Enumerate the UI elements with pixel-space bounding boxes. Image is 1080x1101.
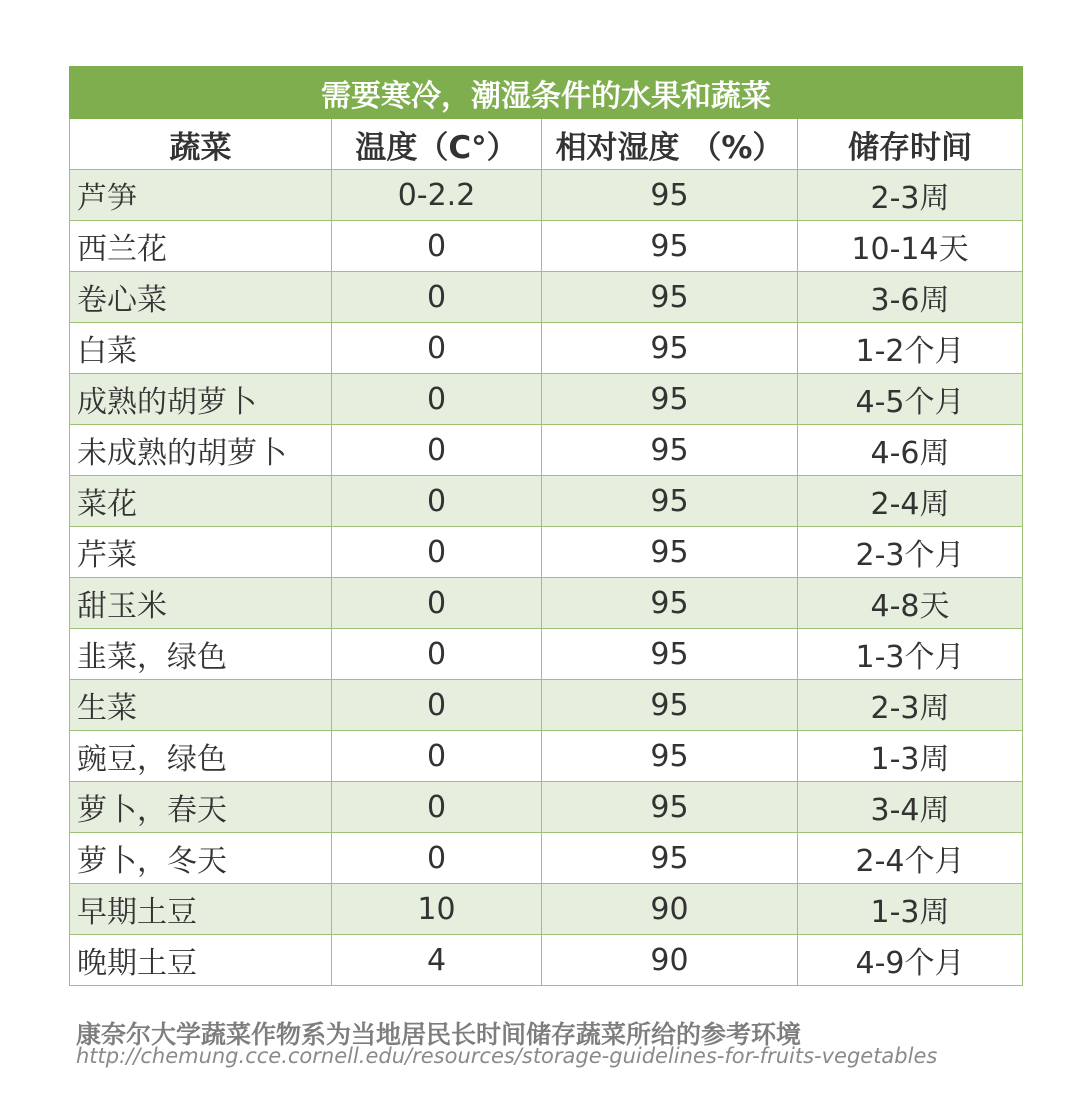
column-header-temperature: 温度（C°） [332, 119, 542, 170]
temperature-cell: 0 [332, 680, 542, 731]
storage-time-cell: 2-3个月 [798, 527, 1023, 578]
humidity-cell: 95 [542, 323, 798, 374]
source-note: 康奈尔大学蔬菜作物系为当地居民长时间储存蔬菜所给的参考环境 [76, 1020, 802, 1049]
table-row [70, 323, 1023, 374]
table-row [70, 221, 1023, 272]
storage-time-cell: 4-9个月 [798, 935, 1023, 986]
storage-table-container [69, 66, 1022, 986]
humidity-cell: 95 [542, 221, 798, 272]
humidity-cell: 95 [542, 680, 798, 731]
storage-time-cell: 4-5个月 [798, 374, 1023, 425]
temperature-cell: 0 [332, 476, 542, 527]
humidity-cell: 95 [542, 272, 798, 323]
temperature-cell: 10 [332, 884, 542, 935]
vegetable-cell: 豌豆，绿色 [70, 731, 332, 782]
table-header-row [70, 119, 1023, 170]
table-row [70, 731, 1023, 782]
storage-table [69, 66, 1023, 986]
humidity-cell: 95 [542, 170, 798, 221]
vegetable-cell: 早期土豆 [70, 884, 332, 935]
vegetable-cell: 成熟的胡萝卜 [70, 374, 332, 425]
vegetable-cell: 萝卜，春天 [70, 782, 332, 833]
humidity-cell: 95 [542, 527, 798, 578]
humidity-cell: 95 [542, 476, 798, 527]
humidity-cell: 95 [542, 833, 798, 884]
table-row [70, 578, 1023, 629]
table-title-row [70, 67, 1023, 119]
vegetable-cell: 韭菜，绿色 [70, 629, 332, 680]
vegetable-cell: 甜玉米 [70, 578, 332, 629]
vegetable-cell: 芹菜 [70, 527, 332, 578]
temperature-cell: 0 [332, 527, 542, 578]
humidity-cell: 95 [542, 731, 798, 782]
table-row [70, 170, 1023, 221]
storage-time-cell: 1-3周 [798, 884, 1023, 935]
humidity-cell: 95 [542, 374, 798, 425]
table-row [70, 935, 1023, 986]
storage-time-cell: 3-4周 [798, 782, 1023, 833]
temperature-cell: 0 [332, 782, 542, 833]
humidity-cell: 90 [542, 935, 798, 986]
temperature-cell: 4 [332, 935, 542, 986]
temperature-cell: 0 [332, 323, 542, 374]
table-row [70, 374, 1023, 425]
vegetable-cell: 芦笋 [70, 170, 332, 221]
storage-time-cell: 2-4周 [798, 476, 1023, 527]
humidity-cell: 90 [542, 884, 798, 935]
vegetable-cell: 白菜 [70, 323, 332, 374]
vegetable-cell: 生菜 [70, 680, 332, 731]
storage-time-cell: 3-6周 [798, 272, 1023, 323]
table-row [70, 425, 1023, 476]
temperature-cell: 0 [332, 425, 542, 476]
storage-time-cell: 2-4个月 [798, 833, 1023, 884]
humidity-cell: 95 [542, 629, 798, 680]
storage-time-cell: 4-8天 [798, 578, 1023, 629]
table-row [70, 272, 1023, 323]
storage-time-cell: 4-6周 [798, 425, 1023, 476]
vegetable-cell: 西兰花 [70, 221, 332, 272]
humidity-cell: 95 [542, 425, 798, 476]
temperature-cell: 0 [332, 578, 542, 629]
table-row [70, 833, 1023, 884]
temperature-cell: 0 [332, 833, 542, 884]
table-row [70, 476, 1023, 527]
temperature-cell: 0 [332, 731, 542, 782]
vegetable-cell: 未成熟的胡萝卜 [70, 425, 332, 476]
vegetable-cell: 卷心菜 [70, 272, 332, 323]
humidity-cell: 95 [542, 578, 798, 629]
storage-time-cell: 10-14天 [798, 221, 1023, 272]
column-header-vegetable: 蔬菜 [70, 119, 332, 170]
storage-time-cell: 1-3周 [798, 731, 1023, 782]
table-row [70, 527, 1023, 578]
temperature-cell: 0-2.2 [332, 170, 542, 221]
table-title: 需要寒冷，潮湿条件的水果和蔬菜 [70, 67, 1023, 119]
column-header-humidity: 相对湿度 （%） [542, 119, 798, 170]
table-row [70, 782, 1023, 833]
temperature-cell: 0 [332, 629, 542, 680]
table-row [70, 629, 1023, 680]
temperature-cell: 0 [332, 272, 542, 323]
storage-time-cell: 2-3周 [798, 170, 1023, 221]
vegetable-cell: 晚期土豆 [70, 935, 332, 986]
table-row [70, 884, 1023, 935]
table-body [70, 170, 1023, 986]
storage-time-cell: 1-3个月 [798, 629, 1023, 680]
vegetable-cell: 萝卜，冬天 [70, 833, 332, 884]
temperature-cell: 0 [332, 221, 542, 272]
table-row [70, 680, 1023, 731]
storage-time-cell: 2-3周 [798, 680, 1023, 731]
temperature-cell: 0 [332, 374, 542, 425]
column-header-storage-time: 储存时间 [798, 119, 1023, 170]
vegetable-cell: 菜花 [70, 476, 332, 527]
storage-time-cell: 1-2个月 [798, 323, 1023, 374]
humidity-cell: 95 [542, 782, 798, 833]
source-url: http://chemung.cce.cornell.edu/resources/storage-guidelines-for-fruits-vegetables [76, 1044, 938, 1068]
